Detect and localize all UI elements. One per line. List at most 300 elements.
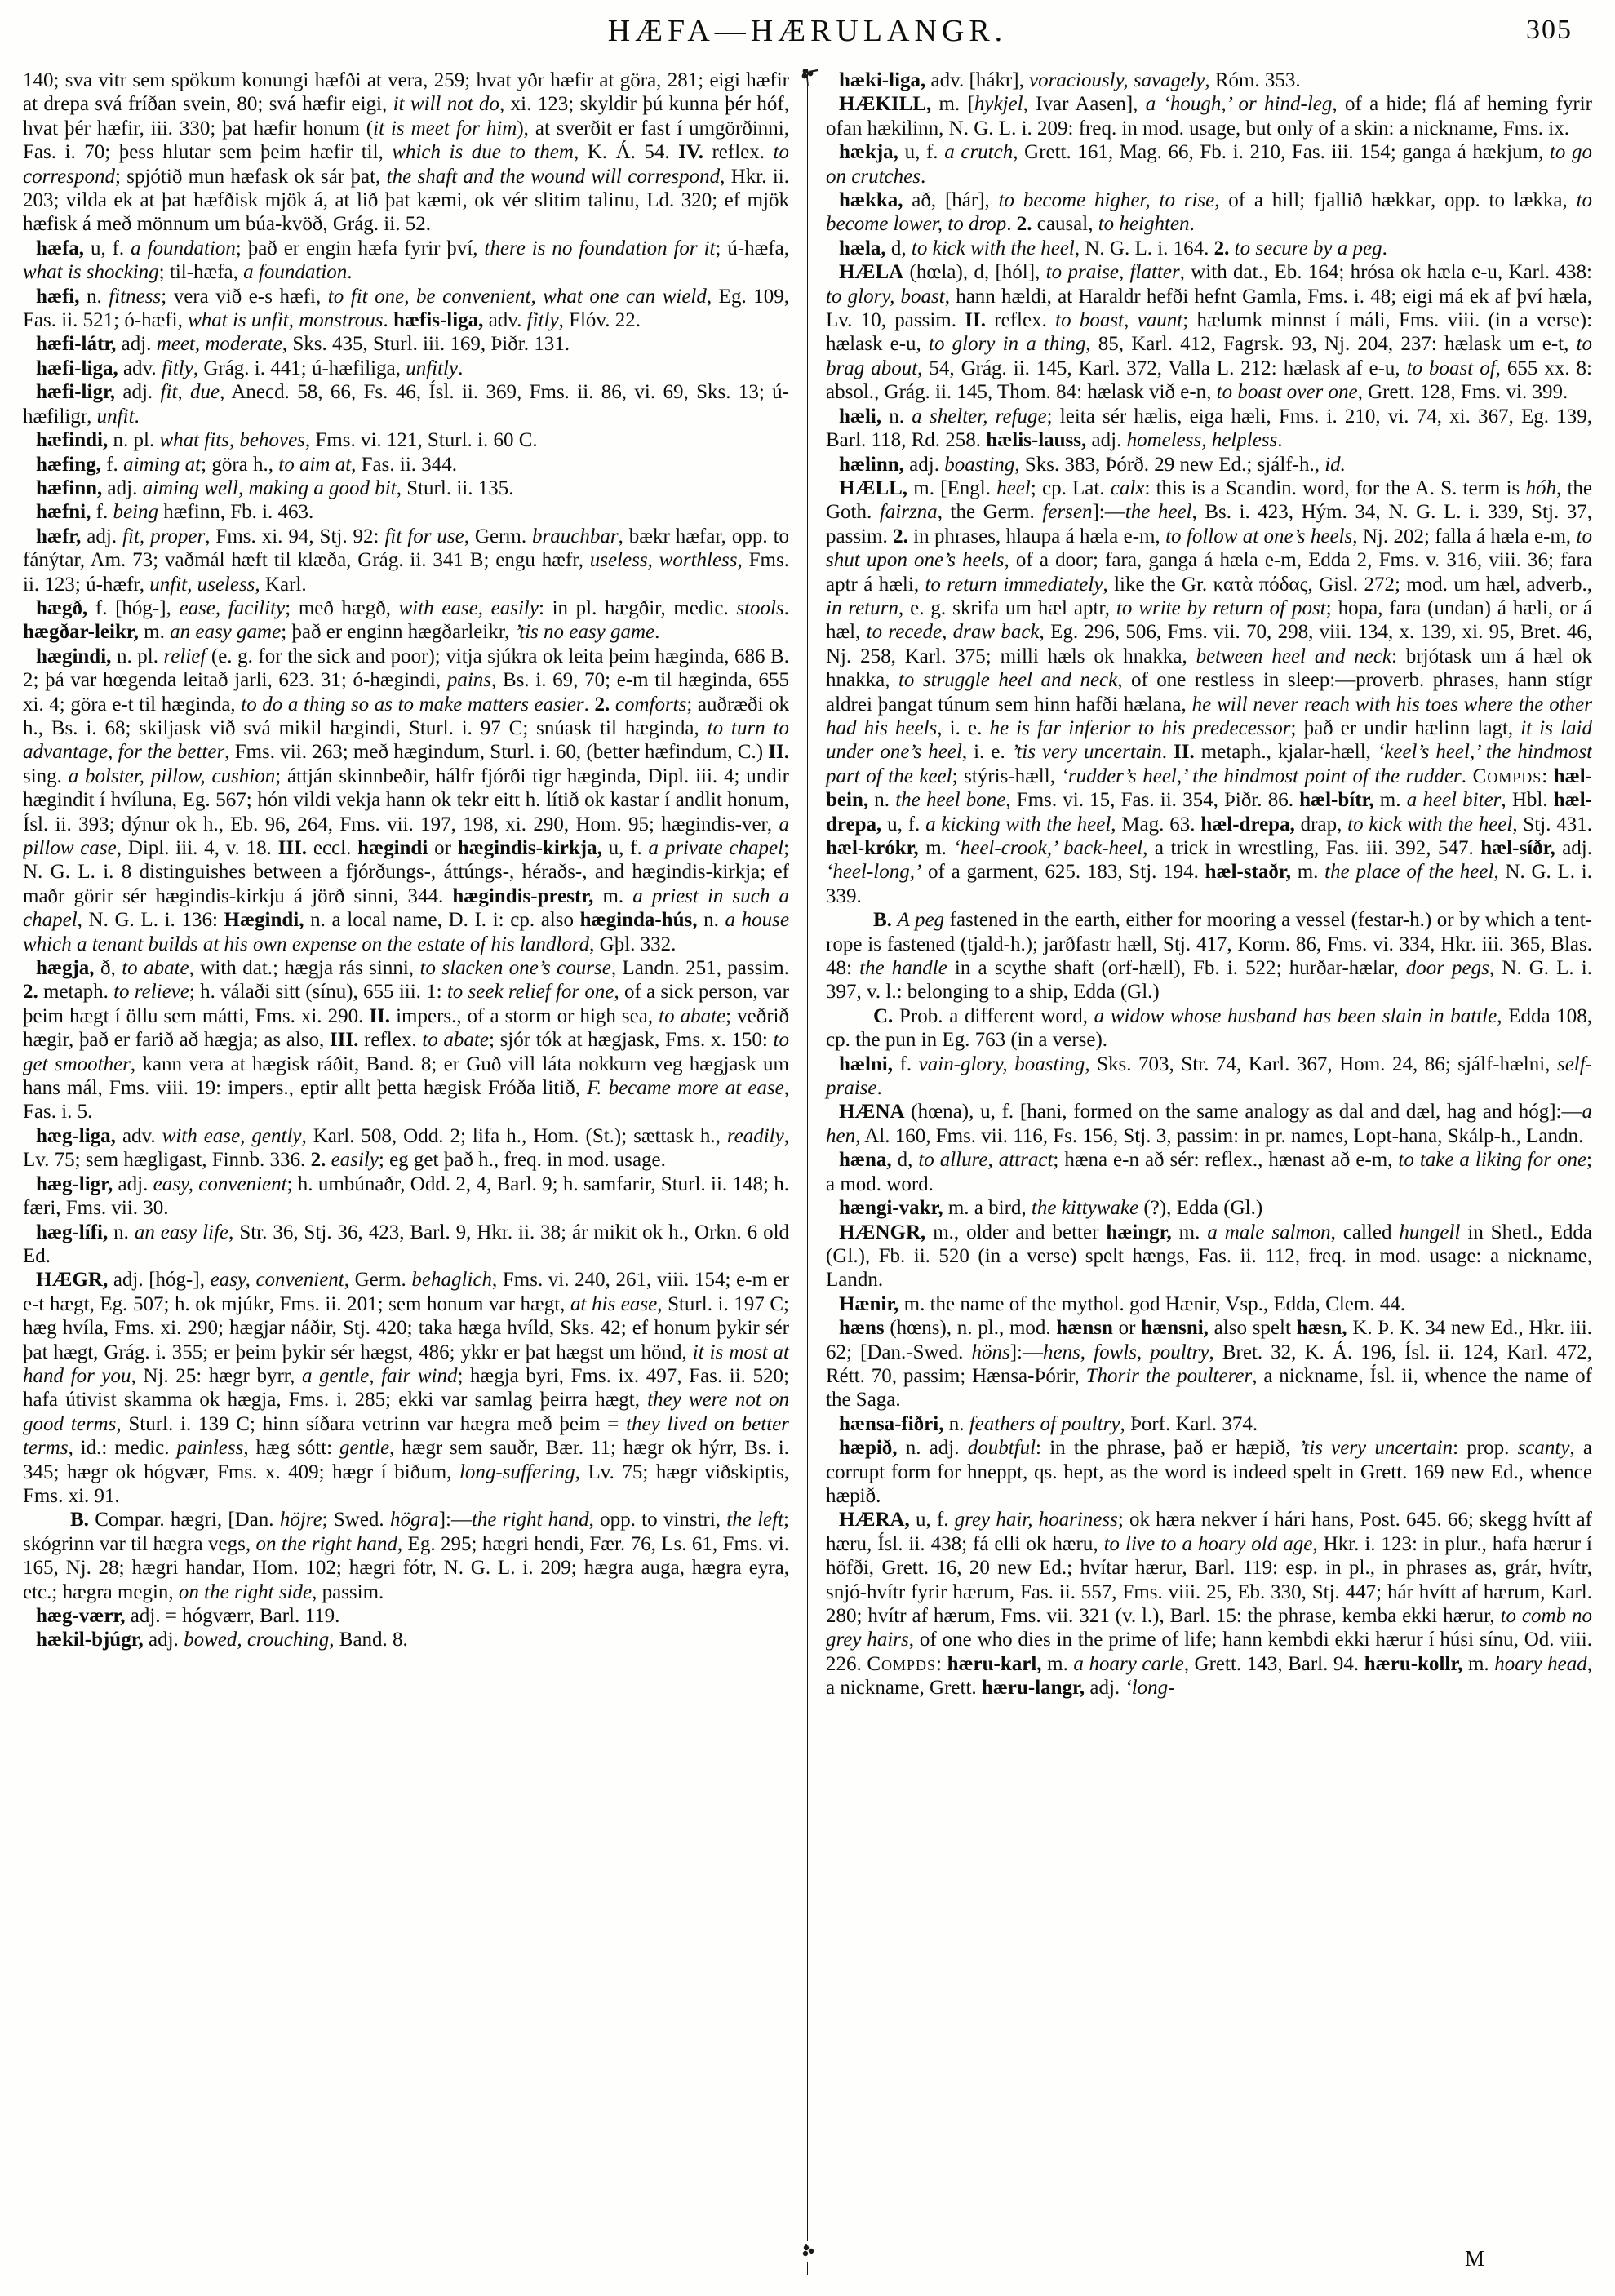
entry-text: , xi. 123; skyldir þú kunna þér hóf, hvat þér hæfir, iii. 330; þat hæfir honum ( [23,93,789,140]
entry-text: n. [943,1412,969,1435]
entry-text: , of a hill; fjallið hækkar, opp. to lækka, [1214,189,1577,212]
entry-text: ease, facility [179,596,286,619]
entry-text: to go on crutches [826,141,1592,188]
entry-text: , kann vera at hægisk ráðit, Band. 8; er Guð vill láta nokkurn veg hægjask um hans mál, Fms. viii. 19: impers., eptir allt þetta hægisk Fróða litið, [23,1053,789,1100]
entry-text: eccl. [307,837,358,859]
entry-text: grey hair, hoariness [954,1509,1118,1531]
entry-text: . [1461,765,1473,787]
headword: hæfis-liga, [393,309,484,332]
entry-text: fit, proper [122,525,206,547]
entry-text: ; hægja byri, Fms. ix. 497, Fas. ii. 520; hafa útivist skamma ok hægja, Fms. i. 285; ekki var samlag þeirra hægt, [23,1364,789,1412]
entry-text: , Germ. [464,525,533,547]
dictionary-entry [826,237,1592,260]
entry-text: m., older and better [925,1221,1107,1243]
entry-text: , Hkr. i. 123: in plur., hafa hærur í höfði, Grett. 16, 20 new Ed.; hvítar hærur, Barl. 119: esp. in pl., in phrases as, grár, hvítr, snjó-hvítr fyrir hærum, Fas. ii. 557, Fms. viii. 25, Eb. 330, Stj. 447; hár hvítt af hærum, Karl. 280; hvítr af hærum, Fms. vii. 321 (v. l.), Barl. 15: the phrase, kemba ekki hærur, [826,1532,1592,1627]
dictionary-entry [23,476,789,500]
entry-text: , Flóv. 22. [558,309,641,332]
entry-text: ; N. G. L. i. 8 distinguishes between a fjórðungs-, áttúngs-, héraðs-, and hægindis-kirkja; ef maðr görir sér hægindis-kirkju á jörð sinni, 344. [23,837,790,907]
entry-text: a foundation [243,261,348,284]
page-title: HÆFA—HÆRULANGR. [607,14,1008,48]
entry-text: hykjel [974,93,1023,116]
entry-text: , passim. [312,1580,384,1603]
headword: hæfi-ligr, [36,381,115,404]
headword: hægindis-kirkja, [457,837,602,859]
compds-label: Compds [867,1652,937,1675]
entry-text: to glory, boast [826,285,945,308]
entry-text: what is shocking [23,261,159,284]
entry-text: reflex. [358,1029,423,1052]
entry-text: or [1112,1317,1142,1340]
entry-text: , Eg. 296, 506, Fms. vii. 70, 298, viii. 134, x. 139, xi. 95, Bret. 46, Nj. 258, Karl. 375; milli hæls ok hnakka, [826,621,1592,667]
entry-text: A peg [897,909,945,932]
dictionary-entry [23,1604,789,1628]
entry-text: ; það er enginn hægðarleikr, [281,621,515,644]
entry-text: readily [726,1124,784,1147]
headword: HÆRA, [839,1509,910,1531]
entry-text: the place of the heel [1324,861,1494,884]
entry-text: doubtful [967,1437,1036,1460]
headword: hæl-bein, [826,765,1592,812]
entry-text: n. [697,909,725,932]
entry-text: in Shetl., Edda (Gl.), Fb. ii. 520 (in a verse) spelt hængs, Fas. ii. 112, freq. in mod. usage: a nickname, Landn. [826,1221,1592,1292]
entry-text: u, f. [881,813,926,836]
entry-text: ; til-hæfa, [158,261,244,284]
entry-text: , Lv. 75; hægr viðskiptis, Fms. xi. 91. [23,1460,789,1507]
entry-text: , Fms. vi. 240, 261, viii. 154; e-m er e-t hægt, Eg. 507; h. ok mjúkr, Fms. ii. 201; sem honum var hægt, [23,1269,789,1315]
entry-text: painless [176,1437,244,1460]
dictionary-entry [826,405,1592,453]
headword: HÆKILL, [839,93,932,116]
entry-text: they were not on good terms [23,1389,789,1435]
entry-text: to abate [422,1029,489,1052]
entry-text: reflex. [986,309,1056,332]
headword: hæl-bítr, [1299,789,1374,812]
entry-text: calx [1110,476,1145,499]
dictionary-entry [23,1268,789,1508]
headword: hæfa, [36,237,85,259]
entry-text: ; ok hæra nekver í hári hans, Post. 645. 66; skegg hvítt af hæru, Ísl. ii. 438; fá elli ok hæru, [826,1509,1592,1555]
entry-text: aiming well, making a good bit [142,476,397,499]
headword: II. [965,309,986,332]
entry-text: hæfinn, Fb. i. 463. [158,501,314,524]
dictionary-entry [23,500,789,524]
entry-text: ’tis no easy game [514,621,655,644]
headword: hænsni, [1141,1317,1209,1340]
entry-text: höns [971,1341,1010,1363]
entry-text: . [876,1077,882,1100]
entry-text: easy, convenient [153,1172,287,1195]
entry-text: gentle [339,1437,390,1460]
entry-text: sing. [23,765,69,787]
entry-text: ; auðræði ok h., Bs. i. 68; skiljask við svá mikil hægindi, Sturl. i. 97 C; snúask til hæginda, [23,693,790,739]
entry-text: d, [891,1149,919,1172]
entry-text: n. [868,789,896,812]
entry-text: , Ivar Aasen], [1023,93,1146,116]
entry-text: an easy game [170,621,282,644]
dictionary-entry [826,1221,1592,1292]
entry-text [610,694,615,716]
headword: 2. [1213,237,1230,259]
entry-text: , Fas. ii. 344. [351,453,458,476]
entry-text: , Grett. 143, Barl. 94. [1183,1652,1364,1675]
entry-text: adv. [483,309,527,332]
entry-text: adj. [102,476,143,499]
entry-text: on the right side [178,1580,313,1603]
entry-text: , Bs. i. 423, Hým. 34, N. G. L. i. 339, Stj. 37, passim. [826,501,1592,547]
entry-text: easily [331,1149,379,1172]
entry-text: ]:— [1009,1341,1043,1363]
headword: hæfi-liga, [36,357,118,379]
entry-text: to kick with the heel [1347,813,1513,836]
entry-text: adj. [115,381,161,404]
entry-text: easy, convenient [210,1269,344,1292]
entry-text: to fit one, be convenient, what one can wield [327,285,707,308]
headword: hæki-liga, [839,69,926,91]
headword: hæg-lífi, [36,1221,109,1243]
entry-text: hens, fowls, poultry [1042,1341,1209,1363]
entry-text: boasting [944,453,1015,476]
entry-text: , Nj. 25: hægr byrr, [131,1364,303,1387]
dictionary-entry [826,188,1592,237]
entry-text: also spelt [1208,1317,1297,1340]
dictionary-entry [23,1221,789,1269]
entry-text: a priest in such a chapel [23,884,789,932]
entry-text: . [458,357,464,379]
entry-text: to heighten [1098,213,1190,236]
entry-text: unfitly [406,357,459,379]
dictionary-entry [23,285,789,333]
entry-text: ’tis very uncertain [1011,741,1162,764]
entry-text: it is meet for him [373,117,517,140]
entry-text: causal, [1032,213,1098,236]
entry-text: m. [Engl. [907,476,997,499]
entry-text: self-praise [826,1053,1592,1100]
entry-text: m. [1290,861,1325,884]
entry-text: adj. [1555,837,1592,859]
entry-text: adj. = hógværr, Barl. 119. [125,1605,340,1627]
entry-text: to boast, vaunt [1055,309,1183,332]
headword: hægðar-leikr, [23,621,139,644]
entry-text: . [383,309,393,332]
headword: hæfi, [36,285,80,308]
headword: hækja, [839,141,898,164]
entry-text: , e. g. skrifa um hæl aptr, [898,596,1116,619]
entry-text: adj. [hóg-], [108,1269,211,1292]
entry-text: , of a hide; flá af heming fyrir ofan hækilinn, N. G. L. i. 209: freq. in mod. usage, but only of a skin: a nickname, Fms. ix. [826,93,1592,140]
headword: B. [873,909,892,932]
entry-text: scanty [1517,1437,1570,1460]
entry-text: an easy life [134,1221,229,1243]
entry-text: , like the Gr. κατὰ πόδας, Gisl. 272; mod. um hæl, adverb., [1103,573,1592,596]
entry-text: , N. G. L. i. 136: [77,909,224,932]
entry-text: in return [826,596,898,619]
entry-text: impers., of a storm or high sea, [390,1004,659,1027]
entry-text: m. [138,621,171,644]
entry-text: , Sks. 703, Str. 74, Karl. 367, Hom. 24, 86; sjálf-hælni, [1085,1053,1557,1075]
entry-text: to praise, flatter [1045,261,1180,284]
entry-text: , hægr sem sauðr, Bær. 11; hægr ok hýrr, Bs. i. 345; hægr ok hógvær, Fms. x. 409; hægr í biðum, [23,1437,789,1483]
entry-text: , of one who dies in the prime of life; hann kembdi ekki hærur í húsi sínu, Od. viii. 226. [826,1629,1592,1675]
entry-text: fit, due [160,381,220,404]
entry-text: useless, worthless [589,549,738,572]
entry-text: fastened in the earth, either for mooring a vessel (festar-h.) or by which a tent-rope is fastened (tjald-h.); jarðfastr hæll, Stj. 417, Korm. 86, Fms. vi. 334, Hkr. iii. 365, Blas. 48: [826,909,1592,980]
entry-text: ‘rudder’s heel,’ the hindmost point of the rudder [1061,765,1462,787]
entry-text: , a trick in wrestling, Fas. iii. 392, 547. [1142,837,1481,859]
entry-text: which is due to them [392,141,574,164]
entry-text: , Karl. [255,573,307,596]
entry-text: stools [736,596,784,619]
entry-text: m. [1462,1652,1495,1675]
entry-text: K. Þ. K. 34 new Ed., Hkr. iii. 62; [Dan.-Swed. [826,1317,1592,1363]
entry-text: adj. [1085,1677,1125,1700]
dictionary-entry [826,140,1592,188]
entry-text: door pegs [1405,957,1489,980]
column-divider-rule [807,69,808,2275]
entry-text: ; áttján skinnbeðir, hálfr fjórði tigr hæginda, Dipl. iii. 4; undir hægindit í hvíluna, Eg. 567; hón vildi vekja hann ok tekr eitt h. lítið ok kastar í andlit honum, Ísl. ii. 393; dýnur ok h., Eb. 96, 264, Fms. vii. 197, 198, xi. 290, Hom. 95; hægindis-ver, [23,765,789,836]
dictionary-entry [826,1508,1592,1700]
entry-text: (e. g. for the sick and poor); vitja sjúkra ok leita þeim hæginda, 686 B. 2; þá var hœgenda leitað jarli, 623. 31; ó-hægindi, [23,645,789,692]
entry-text: to boast of [1406,357,1496,379]
entry-text: what fits, behoves [159,429,305,452]
dictionary-entry [23,428,789,452]
entry-text: , Sturl. ii. 135. [396,476,514,499]
entry-text: adj. [1086,429,1127,452]
headword: hægindi, [36,645,112,667]
entry-text: . [1189,213,1195,236]
entry-text: to get smoother [23,1029,789,1075]
headword: hæg-liga, [36,1124,116,1147]
entry-text: , Grett. 128, Fms. vi. 399. [1357,381,1568,404]
entry-text: aiming at [122,453,202,476]
entry-text: , a nickname, Grett. [826,1652,1592,1700]
dictionary-entry [826,1436,1592,1508]
entry-text: u, f. [909,1509,955,1531]
headword: hæl-krókr, [826,837,919,859]
entry-text: , Al. 160, Fms. vii. 116, Fs. 156, Stj. 3, passim: in pr. names, Lopt-hana, Skálp-h., Landn. [855,1124,1584,1147]
headword: hælis-lauss, [986,429,1087,452]
entry-text: f. [hóg-], [87,596,180,619]
entry-text: id. [1324,453,1346,476]
entry-text: ]:— [438,1509,472,1531]
entry-text: ; stýris-hæll, [952,765,1062,787]
entry-text: brauchbar [532,525,619,547]
entry-text: to abate [122,957,189,980]
headword: III. [329,1029,359,1052]
entry-text: , Fms. vii. 263; með hægindum, Sturl. i. 60, (better hæfindum, C.) [224,741,769,764]
headword: 2. [23,981,38,1004]
headword: hæli, [839,405,882,428]
entry-text: being [113,501,159,524]
entry-text: , Bs. i. 69, 70; e-m til hæginda, 655 xi. 4; göra e-t til hæginda, [23,669,789,716]
entry-text: ‘heel-long,’ [826,861,922,884]
entry-text: ; leita sér hælis, eiga hæli, Fms. i. 210, vi. 74, xi. 367, Eg. 139, Barl. 118, Rd. 258. [826,405,1592,452]
entry-text: : [1542,765,1554,787]
entry-text: u, f. [601,837,649,859]
entry-text: . [1382,237,1387,259]
entry-text: bowed, crouching [184,1629,330,1651]
headword: 2. [893,525,908,547]
headword: hæsn, [1296,1317,1347,1340]
headword: hælinn, [839,453,904,476]
entry-text: , Hbl. [1501,789,1554,812]
entry-text: n. [881,405,912,428]
headword: hægindi [357,837,428,859]
headword: 2. [594,693,610,716]
entry-text: . [1277,429,1283,452]
entry-text: , Nj. 202; falla á hæla e-m, [1352,525,1577,547]
headword: II. [768,741,790,764]
entry-text: a bolster, pillow, cushion [68,765,276,787]
entry-text: . [134,405,140,428]
entry-text: to become lower, to drop [826,189,1592,236]
entry-text: fitness [109,285,162,308]
entry-text: a shelter, refuge [912,405,1047,428]
entry-text: ; göra h., [201,453,279,476]
entry-text: m. [1171,1221,1208,1243]
dictionary-entry [23,525,789,596]
dictionary-entry [826,908,1592,1004]
entry-text: ]:— [1092,501,1125,524]
entry-text: , Fms. vi. 15, Fas. ii. 354, Þiðr. 86. [1005,789,1300,812]
entry-text: n. pl. [108,429,160,452]
entry-text: a house which a tenant builds at his own expense on the estate of his landlord [23,909,789,955]
headword: hæns [839,1317,885,1340]
entry-text: a kicking with the heel [925,813,1111,836]
entry-text: metaph., kjalar-hæll, [1194,741,1378,764]
headword: hælni, [839,1053,894,1075]
headword: hæru-karl, [947,1652,1042,1675]
entry-text: homeless, helpless [1126,429,1278,452]
entry-text: ; vera við e-s hæfi, [161,285,328,308]
headword: hæru-langr, [981,1677,1085,1700]
dictionary-entry [826,1316,1592,1412]
entry-text: 140; sva vitr sem spökum konungi hæfði at vera, 259; hvat yðr hæfir at göra, 281; eigi hæfir at drepa svá fríðan svein, 80; svá hæfir eigi, [23,69,789,116]
entry-text: a hen [826,1101,1592,1147]
entry-text: , Fms. vi. 121, Sturl. i. 60 C. [304,429,538,452]
entry-text: (hœla), d, [hól], [903,261,1046,284]
entry-text: (hœna), u, f. [hani, formed on the same analogy as dal and dæl, hag and hóg]:— [904,1101,1582,1124]
dictionary-entry [23,332,789,356]
entry-text: fitly [161,357,193,379]
entry-text: to seek relief for one [446,981,614,1004]
entry-text: to correspond [23,141,789,188]
entry-text: voraciously, savagely [1029,69,1205,91]
entry-text: a crutch [944,141,1014,164]
entry-text: to boast over one [1216,381,1358,404]
entry-text: , Þorf. Karl. 374. [1120,1412,1258,1435]
entry-text: a ‘hough,’ or hind-leg [1145,93,1333,116]
entry-text: : [936,1652,947,1675]
entry-text: adj. [116,333,157,356]
entry-text: ), at sverðit er fast í umgörðinni, Fas. i. 70; þess hlutar sem þeim hæfir til, [23,117,789,164]
entry-text: , Lv. 75; sem hægligast, Finnb. 336. [23,1124,789,1172]
entry-text: adj. [143,1629,184,1651]
entry-text: n. pl. [111,645,164,667]
entry-text: n. a local name, D. I. i: cp. also [304,909,580,932]
entry-text: fitly [526,309,559,332]
entry-text: m. a bird, [943,1197,1032,1220]
dictionary-entry [23,237,789,285]
headword: HÆLL, [839,476,908,499]
entry-text: n. adj. [897,1437,968,1460]
trefoil-fleuron-icon [797,2241,819,2262]
headword: III. [277,837,308,859]
entry-text: ; með hægð, [285,596,399,619]
entry-text: ; h. umbúnaðr, Odd. 2, 4, Barl. 9; h. samfarir, Sturl. ii. 148; h. færi, Fms. vii. 30. [23,1172,789,1220]
compds-label: Compds [1472,765,1542,787]
page-header [0,13,1615,49]
entry-text: ; ú-hæfa, [715,237,789,259]
entry-text: to recede, draw back [866,621,1040,644]
entry-text: with ease, gently [162,1124,302,1147]
entry-text: , 54, Grág. ii. 145, Karl. 372, Valla L. 212: hælask af e-u, [917,357,1407,379]
headword: hægindis-prestr, [452,884,594,907]
entry-text: ; hæna e-n að sér: reflex., hænast að e-m, [1053,1149,1399,1172]
entry-text: heel [996,476,1031,499]
entry-text: metaph. [38,981,114,1004]
entry-text: (?), Edda (Gl.) [1138,1197,1263,1220]
headword: B. [70,1509,89,1531]
dictionary-entry [23,453,789,476]
dictionary-entry [826,453,1592,476]
entry-text: to turn to advantage, for the better [23,716,789,764]
entry-text: long-suffering [459,1460,575,1483]
entry-text: fersen [1042,501,1093,524]
entry-text: , i. e. [937,716,990,739]
headword: hæfinn, [36,476,103,499]
entry-text: , 655 xx. 8: absol., Grág. ii. 145, Thom. 84: hælask við e-n, [826,357,1592,404]
headword: C. [873,1004,894,1027]
entry-text: to struggle heel and neck [898,669,1118,692]
entry-text: reflex. [703,141,774,164]
entry-text: , Hkr. ii. 203; vilda ek at þat hæfðisk mjök á, at lið þat kæmi, ok vér slitim talinu, Ld. 320; ef mjök hæfisk á með mönnum um búa-kvöð, Grág. ii. 52. [23,165,789,236]
entry-text: , Grett. 161, Mag. 66, Fb. i. 210, Fas. iii. 154; ganga á hækjum, [1013,141,1550,164]
entry-text: to return immediately [925,573,1103,596]
entry-text: u, f. [898,141,945,164]
entry-text: a gentle, fair wind [302,1364,458,1387]
entry-text: feathers of poultry [969,1412,1120,1435]
entry-text: : in the phrase, það er hæpið, [1036,1437,1299,1460]
entry-text: the kittywake [1031,1197,1139,1220]
entry-text: comforts [614,693,687,716]
entry-text: . [783,596,789,619]
entry-text: a male salmon [1207,1221,1331,1243]
columns-container [23,69,1592,2275]
dictionary-entry [826,1412,1592,1436]
dictionary-entry [826,1004,1592,1053]
entry-text: a foundation [131,237,236,259]
entry-text: , Bret. 32, K. Á. 196, Ísl. ii. 124, Karl. 472, Rétt. 70, passim; Hænsa-Þórir, [826,1341,1592,1387]
entry-text: Prob. a different word, [893,1004,1094,1027]
headword: hæna, [839,1149,892,1172]
entry-text: , Karl. 508, Odd. 2; lifa h., Hom. (St.); sættask h., [301,1124,727,1147]
entry-text: what is unfit, monstrous [188,309,384,332]
entry-text: , i. e. [961,741,1012,764]
entry-text: , the Germ. [937,501,1043,524]
entry-text: to become higher, to rise [998,189,1215,212]
headword: hæl-drepa, [826,789,1592,836]
entry-text: to live to a hoary old age [1103,1532,1313,1555]
entry-text: m. the name of the mythol. god Hænir, Vsp., Edda, Clem. 44. [898,1292,1406,1315]
entry-text: they lived on better terms [23,1412,789,1460]
entry-text: , Sks. 383, Þórð. 29 new Ed.; sjálf-h., [1014,453,1325,476]
entry-text: to relieve [113,981,189,1004]
entry-text: höjre [279,1509,322,1531]
entry-text: the shaft and the wound will correspond [386,165,721,188]
entry-text: ; eg get það h., freq. in mod. usage. [378,1149,666,1172]
entry-text: ; það er undir hælinn lagt, [1290,716,1521,739]
entry-text: vain-glory, boasting [918,1053,1085,1075]
